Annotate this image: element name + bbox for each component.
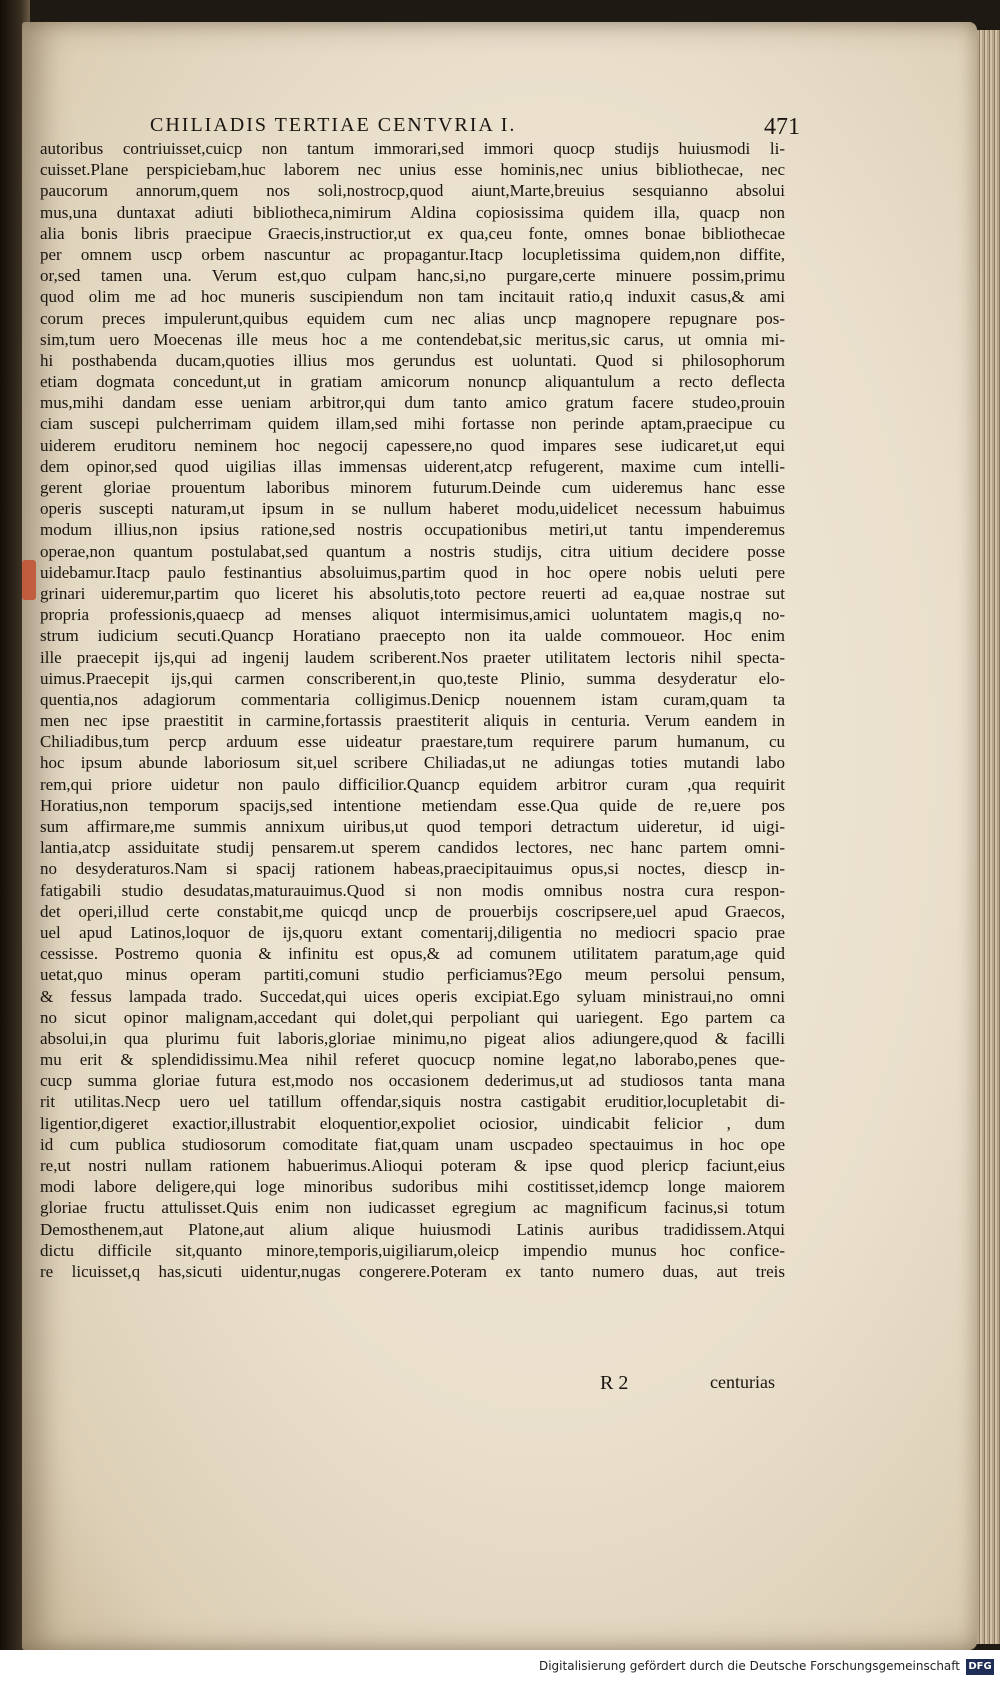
text-line: uidebamur.Itacp paulo festinantius absoluimus,partim quod in hoc opere nobis ueluti pere: [40, 562, 785, 582]
text-line: ligentior,digeret exactior,illustrabit eloquentior,expoliet ociosior, uindicabit felicior , dum: [40, 1113, 785, 1133]
text-line: mus,mihi dandam esse ueniam arbitror,qui dum tanto amico gratum facere studeo,prouin: [40, 393, 785, 413]
text-line: cuisset.Plane perspiciebam,huc laborem nec unius esse hominis,nec unius bibliothecae, nec: [40, 160, 785, 180]
text-line: per omnem uscp orbem nascuntur ac propagantur.Itacp locupletissima quidem,non diffite,: [40, 244, 785, 264]
text-line: uel apud Latinos,loquor de ijs,quoru extant comentarij,diligentia no mediocri spacio prae: [40, 922, 785, 942]
text-line: lantia,atcp assiduitate studij pensarem.ut sperem candidos lectores, nec hanc partem omni-: [40, 838, 785, 858]
text-line: hoc ipsum abunde laboriosum sit,uel scribere Chiliadas,ut ne adiungas toties mutandi labo: [40, 753, 785, 773]
text-line: & fessus lampada trado. Succedat,qui uices operis excipiat.Ego syluam ministraui,no omni: [40, 986, 785, 1006]
text-line: corum preces impulerunt,quibus equidem cum nec alias uncp magnopere repugnare pos-: [40, 308, 785, 328]
text-line: rit utilitas.Necp uero uel tatillum offendar,siquis nostra castigabit eruditior,locupletabit di-: [40, 1092, 785, 1112]
running-head: CHILIADIS TERTIAE CENTVRIA I.: [150, 114, 517, 136]
text-line: alia bonis libris praecipue Graecis,instructior,ut ex qua,ceu fonte, omnes bonae bibliothecae: [40, 223, 785, 243]
text-line: rem,qui priore uidetur non paulo difficilior.Quancp equidem arbitror curam ,qua requirit: [40, 774, 785, 794]
body-text: [40, 138, 785, 1368]
text-line: strum iudicium secuti.Quancp Horatiano praecepto non ita ualde commoueor. Hoc enim: [40, 626, 785, 646]
page-number: 471: [764, 114, 800, 140]
text-line: or,sed tamen una. Verum est,quo culpam hanc,si,no purgare,certe minuere possim,primu: [40, 266, 785, 286]
text-line: sim,tum uero Moecenas ille meus hoc a me contendebat,sic meritus,sic carus, ut omnia mi-: [40, 329, 785, 349]
text-line: operae,non quantum postulabat,sed quantum a nostris studijs, citra uitium decidere posse: [40, 541, 785, 561]
text-line: quod olim me ad hoc muneris suscipiendum non tam incitauit ratio,q induxit casus,& ami: [40, 287, 785, 307]
catchword: centurias: [710, 1372, 775, 1392]
red-marker-tab: [22, 560, 36, 600]
text-line: etiam dogmata concedunt,ut in gratiam amicorum nonuncp aliquantulum a recto deflecta: [40, 372, 785, 392]
text-line: ille praecepit ijs,qui ad ingenij laudem scriberent.Nos praeter utilitatem lectoris nihil specta-: [40, 647, 785, 667]
signature-mark: R 2: [600, 1372, 629, 1394]
text-line: uimus.Praecepit ijs,qui carmen conscriberent,in quo,teste Plinio, summa desyderatur elo-: [40, 668, 785, 688]
text-line: modi labore deligere,qui loge minoribus sudoribus mihi costitisset,idemcp longe maiorem: [40, 1177, 785, 1197]
text-line: cucp summa gloriae futura est,modo nos occasionem dederimus,ut ad studiosos tanta mana: [40, 1071, 785, 1091]
text-line: hi posthabenda ducam,quoties illius mos gerundus est uoluntati. Quod si philosophorum: [40, 350, 785, 370]
text-line: re licuisset,q has,sicuti uidentur,nugas congerere.Poteram ex tanto numero duas, aut treis: [40, 1261, 785, 1281]
text-line: uiderem eruditoru neminem hoc negocij capessere,no quod impares sese iudicaret,ut equi: [40, 435, 785, 455]
text-line: modum illius,non ipsius ratione,sed nostris occupationibus metiri,ut tantu impenderemus: [40, 520, 785, 540]
text-line: gloriae fructu attulisset.Quis enim non iudicasset egregium ac magnificum facinus,si totum: [40, 1198, 785, 1218]
text-line: gerent gloriae prouentum laboribus minorem futurum.Deinde cum uideremus hanc esse: [40, 478, 785, 497]
text-line: id cum publica studiosorum comoditate fiat,quam unam uscpadeo spectauimus in hoc ope: [40, 1134, 785, 1154]
text-line: no desyderaturos.Nam si spacij rationem habeas,praecipitauimus opus,si noctes, diescp in-: [40, 859, 785, 879]
text-line: paucorum annorum,quem nos soli,nostrocp,quod aiunt,Marte,breuius sesquianno absolui: [40, 181, 785, 201]
text-line: Chiliadibus,tum percp arduum esse uideatur praestare,tum requirere parum humanum, cu: [40, 732, 785, 752]
text-line: cessisse. Postremo quonia & infinitu est opus,& ad comunem utilitatem paratum,age quid: [40, 944, 785, 964]
text-line: Horatius,non temporum spacijs,sed intentione metiendam esse.Qua quide de re,uere pos: [40, 795, 785, 815]
text-line: mus,una duntaxat adiuti bibliotheca,nimirum Aldina copiosissima quidem illa, quacp non: [40, 202, 785, 222]
text-line: propria professionis,quaecp ad menses aliquot intermisimus,amici uoluntatem magis,q no-: [40, 605, 785, 625]
text-line: absolui,in qua plurimu fuit laboris,gloriae minimu,no pigeat alios adiungere,quod & facilli: [40, 1028, 785, 1048]
text-line: dictu difficile sit,quanto minore,temporis,uigiliarum,oleicp impendio munus hoc confice-: [40, 1240, 785, 1260]
text-line: men nec ipse praestitit in carmine,fortassis praestiterit aliquis in centuria. Verum eandem in: [40, 711, 785, 731]
text-line: grinari uideremur,partim quo liceret his absolutis,toto pectore reuerti ad ea,quae nostrae sut: [40, 583, 785, 603]
text-line: ciam suscepi pulcherrimam quidem illam,sed mihi fortasse non perinde aptam,praecipue cu: [40, 414, 785, 434]
text-line: det operi,illud certe constabit,me quicqd uncp de prouerbijs coscripsere,uel apud Graecos,: [40, 901, 785, 921]
footer-bar: [0, 1650, 1000, 1684]
text-line: dem opinor,sed quod uigilias illas immensas uiderent,atcp refugerent, maxime cum intelli-: [40, 456, 785, 476]
text-line: no sicut opinor malignam,accedant qui dolet,qui perpoliant qui uariegent. Ego partem ca: [40, 1007, 785, 1027]
footer-credit: Digitalisierung gefördert durch die Deutsche Forschungsgemeinschaft: [538, 1659, 960, 1673]
text-line: re,ut nostri nullam rationem habuerimus.Alioqui poteram & ipse quod plericp faciunt,eius: [40, 1156, 785, 1175]
text-line: operis suscepti naturam,ut ipsum in se nullum haberet modu,uidelicet necessum habuimus: [40, 499, 785, 519]
text-line: autoribus contriuisset,cuicp non tantum immorari,sed immori quocp studijs huiusmodi li-: [40, 139, 785, 158]
text-line: fatigabili studio desudatas,maturauimus.Quod si non modis omnibus nostra cura respon-: [40, 880, 785, 900]
text-line: mu erit & splendidissimu.Mea nihil referet quocucp nomine legat,no laborabo,penes que-: [40, 1050, 785, 1070]
text-line: sum affirmare,me summis annixum uiribus,ut quod tempori detractum uideretur, id uigi-: [40, 817, 785, 836]
text-line: uetat,quo minus operam partiti,comuni studio perficiamus?Ego meum persolui pensum,: [40, 965, 785, 985]
text-line: quentia,nos adagiorum commentaria colligimus.Denicp nouennem istam curam,quam ta: [40, 689, 785, 709]
dfg-logo: DFG: [966, 1659, 994, 1675]
text-line: Demosthenem,aut Platone,aut alium alique huiusmodi Latinis auribus tradidissem.Atqui: [40, 1219, 785, 1239]
